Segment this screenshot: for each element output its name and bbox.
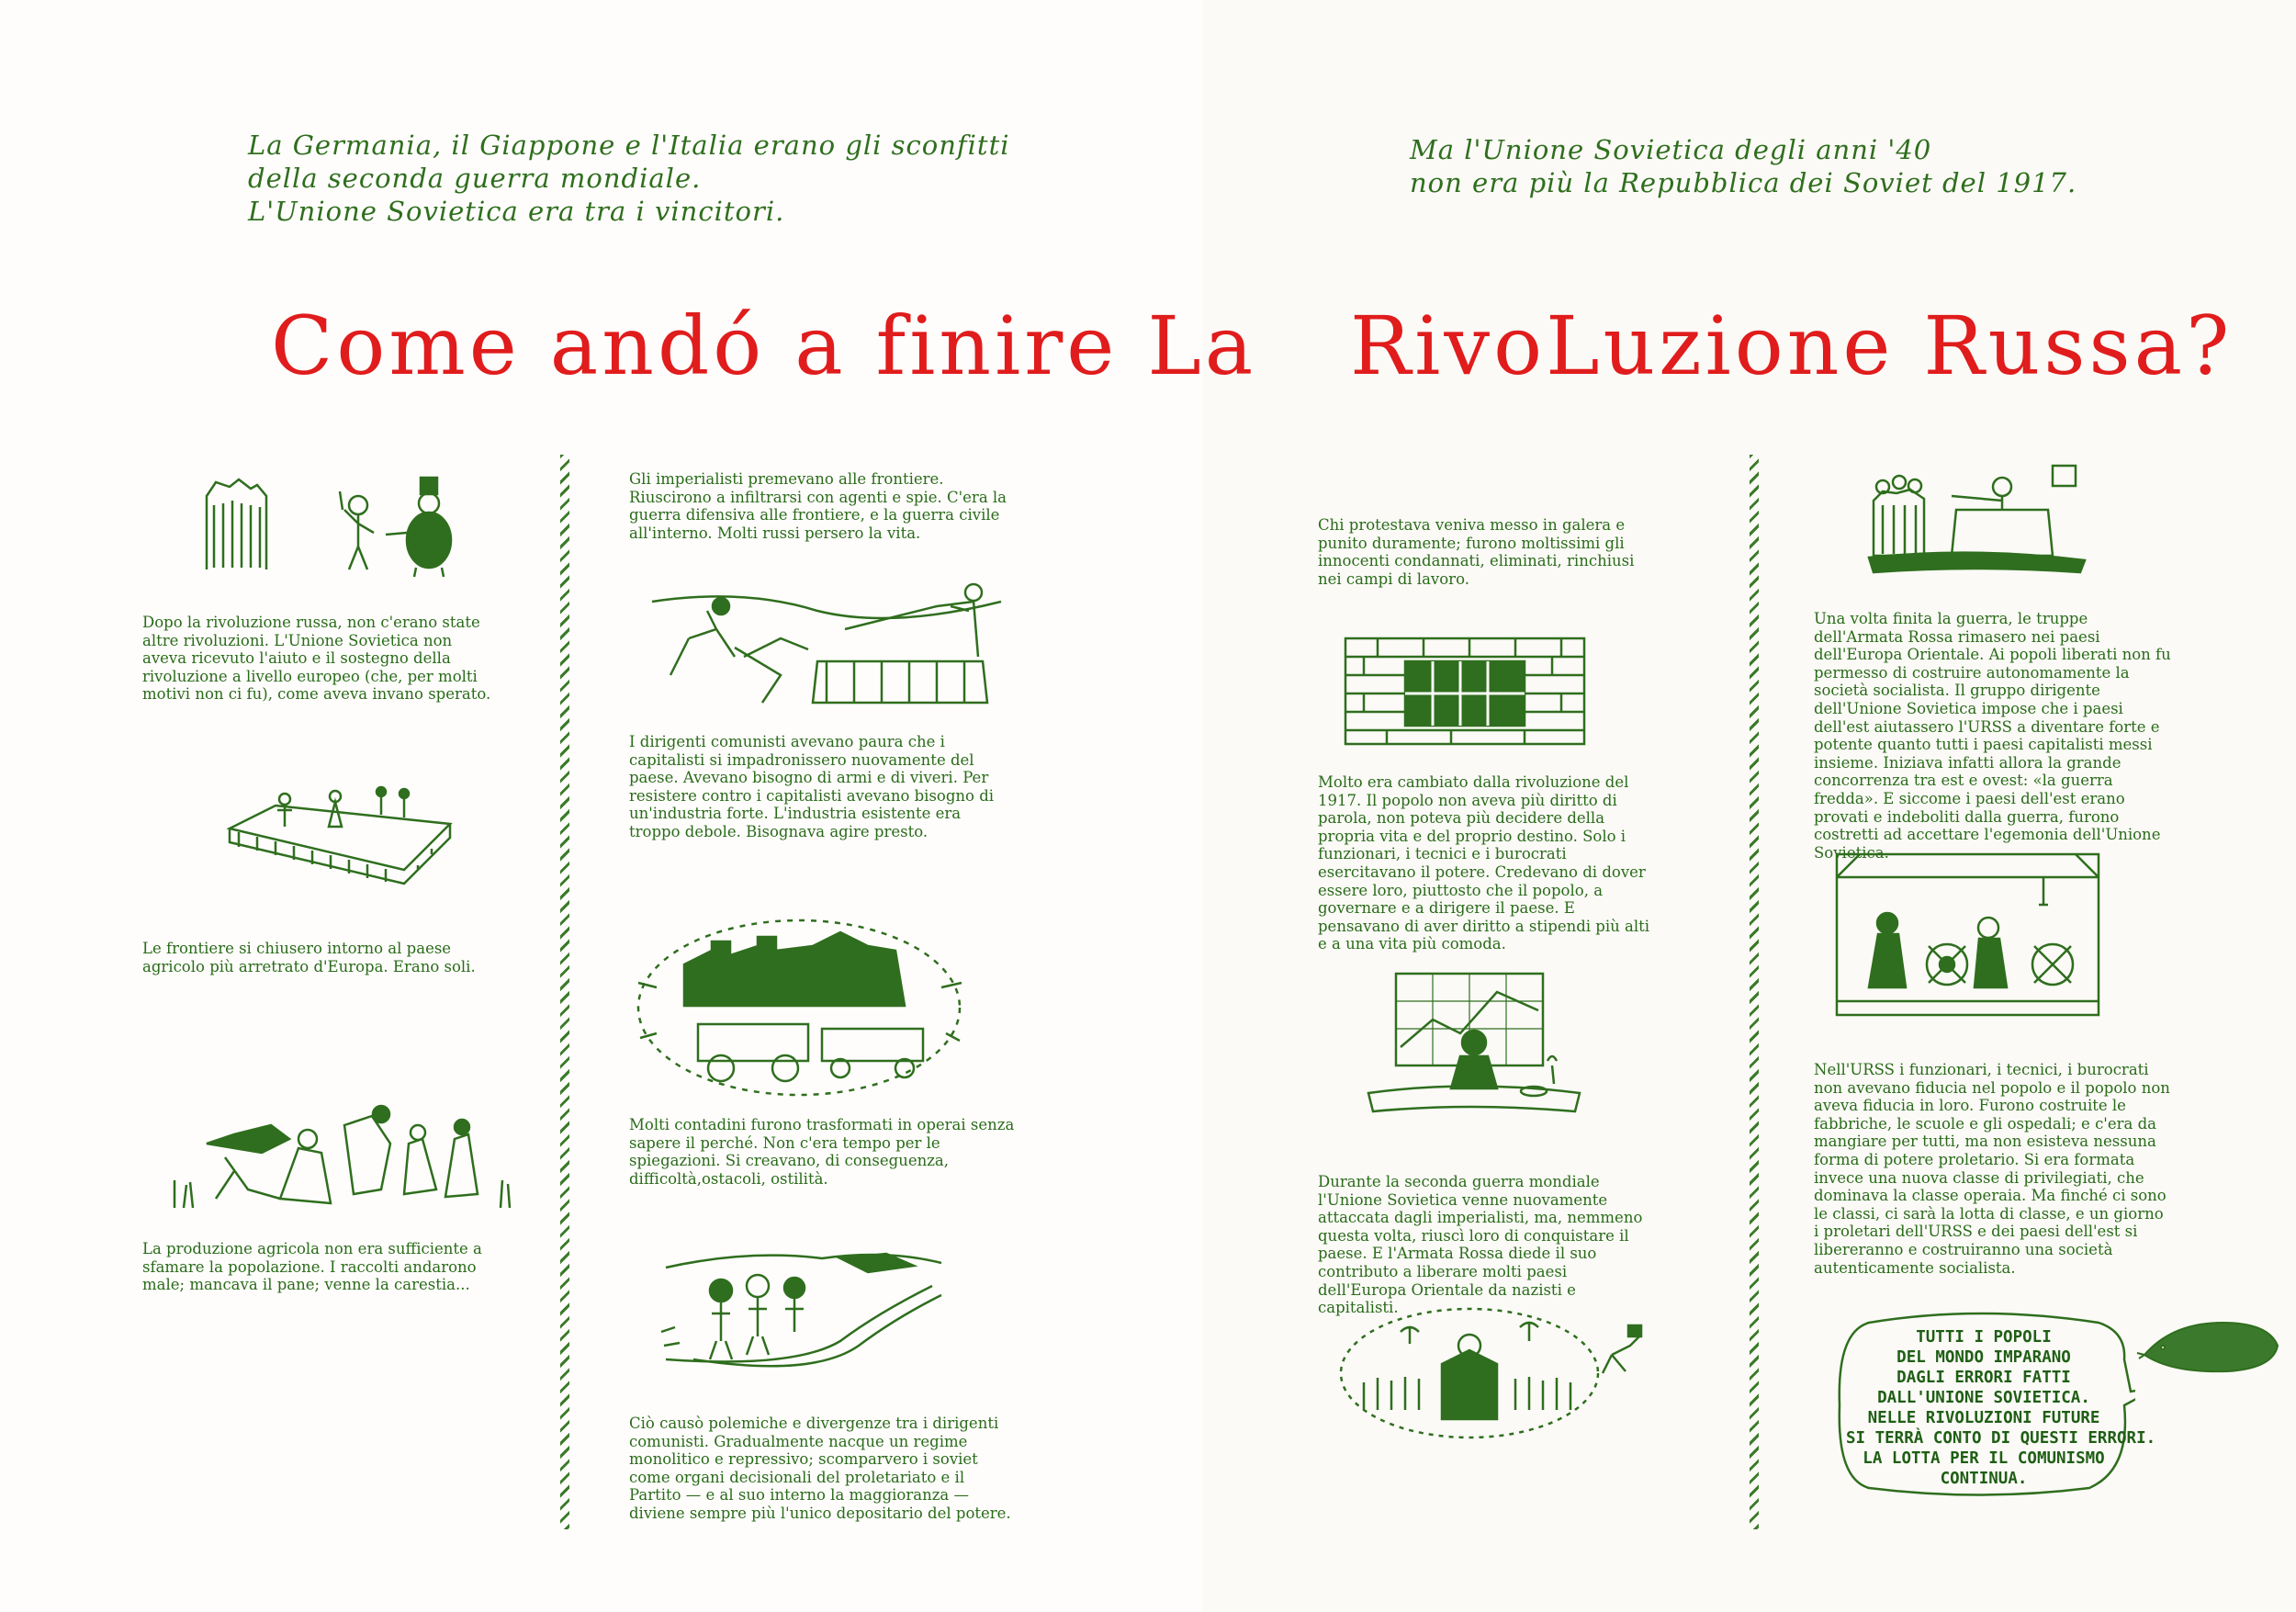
handwritten-line: della seconda guerra mondiale. <box>248 163 702 194</box>
exodus-workers-illustration <box>657 1240 951 1378</box>
mole-illustration <box>2135 1309 2282 1382</box>
paragraph: I dirigenti comunisti avevano paura che i capitalisti si impadronissero nuovamente del paese. Avevano bisogno di armi e di viveri. Per resistere contro i capitalisti avevano bisogno di un'industria forte. L'industria esistente era troppo debole. Bisognava agire presto. <box>629 733 995 840</box>
prison-wall-window-illustration <box>1341 634 1589 749</box>
column-divider <box>560 455 569 1529</box>
officials-at-podium-illustration <box>1864 455 2094 574</box>
paragraph: Molti contadini furono trasformati in operai senza sapere il perché. Non c'era tempo per le spiegazioni. Si creavano, di conseguenza, difficoltà,ostacoli, ostilità. <box>629 1116 1015 1188</box>
handwritten-line: L'Unione Sovietica era tra i vincitori. <box>248 196 785 227</box>
column-divider <box>1750 455 1759 1529</box>
bubble-line: DEL MONDO IMPARANO <box>1896 1348 2071 1367</box>
paragraph: Gli imperialisti premevano alle frontiere. Riuscirono a infiltrarsi con agenti e spie. C'era la guerra difensiva alle frontiere, e la guerra civile all'interno. Molti russi persero la vita. <box>629 470 1007 542</box>
bureaucrat-at-desk-illustration <box>1359 964 1589 1121</box>
paragraph: Molto era cambiato dalla rivoluzione del 1917. Il popolo non aveva più diritto di parola, non poteva più decidere della propria vita e del proprio destino. Solo i funzionari, i tecnici e i burocrati esercitavano il potere. Credevano di dover essere loro, piuttosto che il popolo, a governare e a dirigere il paese. E pensavano di aver diritto a stipendi più alti e a una vita più comoda. <box>1318 773 1650 953</box>
isolated-country-platform-illustration <box>220 773 459 888</box>
bubble-line: NELLE RIVOLUZIONI FUTURE <box>1867 1409 2100 1427</box>
famine-peasants-illustration <box>170 1088 519 1217</box>
handwritten-line: non era più la Repubblica dei Soviet del 1917. <box>1410 167 2077 198</box>
paragraph: Nell'URSS i funzionari, i tecnici, i burocrati non avevano fiducia nel popolo e il popolo non aveva fiducia in loro. Furono costruite le fabbriche, le scuole e gli ospedali; e c'era da mangiare per tutti, ma non esisteva nessuna forma di potere proletario. Si era formata invece una nuova classe di privilegiati, che dominava la classe operaia. Ma finché ci sono le classi, ci sarà la lotta di classe, e un giorno i proletari dell'URSS e dei paesi dell'est si libereranno e costruiranno una società autenticamente socialista. <box>1814 1061 2170 1277</box>
bubble-line: CONTINUA. <box>1940 1470 2028 1488</box>
paragraph: Dopo la rivoluzione russa, non c'erano state altre rivoluzioni. L'Unione Sovietica non aveva ricevuto l'aiuto e il sostegno della rivoluzione a livello europeo (che, per molti motivi non ci fu), come aveva invano sperato. <box>142 614 491 704</box>
handwritten-note-right <box>1410 133 2077 199</box>
page-title-right: RivoLuzione Russa? <box>1350 299 2234 393</box>
paragraph: La produzione agricola non era sufficiente a sfamare la popolazione. I raccolti andarono male; mancava il pane; venne la carestia... <box>142 1240 482 1294</box>
paragraph: Una volta finita la guerra, le truppe dell'Armata Rossa rimasero nei paesi dell'Europa Orientale. Ai popoli liberati non fu permesso di costruire autonomamente la società socialista. Il gruppo dirigente dell'Unione Sovietica impose che i paesi dell'est aiutassero l'URSS a diventare forte e potente quanto tutti i paesi capitalisti messi insieme. Iniziava infatti allora la grande concorrenza tra est e ovest: «la guerra fredda». E siccome i paesi dell'est erano provati e indeboliti dalla guerra, furono costretti ad accettare l'egemonia dell'Unione Sovietica. <box>1814 610 2171 862</box>
handwritten-note-left <box>248 129 1010 228</box>
handwritten-line: Ma l'Unione Sovietica degli anni '40 <box>1410 134 1932 165</box>
bubble-line: DAGLI ERRORI FATTI <box>1896 1369 2071 1387</box>
paragraph: Chi protestava veniva messo in galera e punito duramente; furono moltissimi gli innocenti condannati, eliminati, rinchiusi nei campi di lavoro. <box>1318 516 1635 588</box>
page-title-left: Come andó a finire La <box>271 299 1257 393</box>
bubble-line: TUTTI I POPOLI <box>1916 1328 2052 1347</box>
speech-bubble-text <box>1846 1327 2156 1489</box>
civil-war-battle-illustration <box>634 574 1010 712</box>
factory-workers-machines-illustration <box>1832 850 2103 1020</box>
industrialization-factory-illustration <box>629 914 969 1102</box>
bubble-line: DALL'UNIONE SOVIETICA. <box>1877 1389 2090 1407</box>
bubble-line: SI TERRÀ CONTO DI QUESTI ERRORI. <box>1846 1429 2156 1448</box>
paragraph: Ciò causò polemiche e divergenze tra i dirigenti comunisti. Gradualmente nacque un regime monolitico e repressivo; scomparvero i soviet come organi decisionali del proletariato e il Partito — e al suo interno la maggioranza — diviene sempre più l'unico depositario del potere. <box>629 1415 1011 1522</box>
handwritten-line: La Germania, il Giappone e l'Italia erano gli sconfitti <box>248 130 1010 161</box>
bubble-line: LA LOTTA PER IL COMUNISMO <box>1863 1449 2105 1468</box>
red-army-crowd-illustration <box>1336 1300 1649 1442</box>
paragraph: Durante la seconda guerra mondiale l'Unione Sovietica venne nuovamente attaccata dagli imperialisti, ma, nemmeno questa volta, riuscì loro di conquistare il paese. E l'Armata Rossa diede il suo contributo a liberare molti paesi dell'Europa Orientale da nazisti e capitalisti. <box>1318 1173 1643 1317</box>
people-and-capitalist-illustration <box>197 468 491 583</box>
paragraph: Le frontiere si chiusero intorno al paese agricolo più arretrato d'Europa. Erano soli. <box>142 940 476 975</box>
